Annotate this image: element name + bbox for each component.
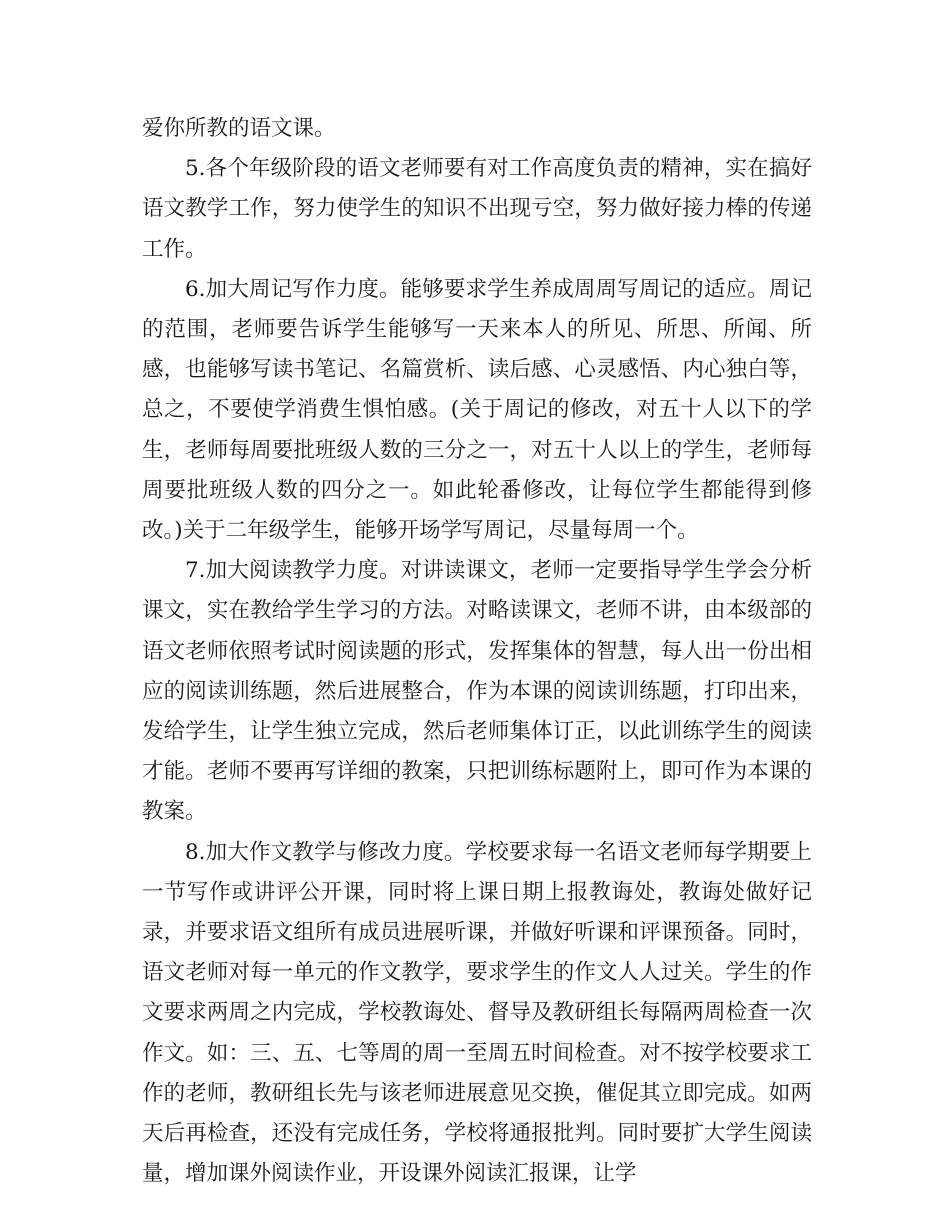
paragraph-item-6: 6.加大周记写作力度。能够要求学生养成周周写周记的适应。周记的范围，老师要告诉学生能够写一天来本人的所见、所思、所闻、所感，也能够写读书笔记、名篇赏析、读后感、心灵感悟、内心独白等，总之，不要使学消费生惧怕感。(关于周记的修改，对五十人以下的学生，老师每周要批班级人数的三分之一，对五十人以上的学生，老师每周要批班级人数的四分之一。如此轮番修改，让每位学生都能得到修改。)关于二年级学生，能够开场学写周记，尽量每周一个。 (142, 276, 812, 544)
paragraph-item-8: 8.加大作文教学与修改力度。学校要求每一名语文老师每学期要上一节写作或讲评公开课，同时将上课日期上报教诲处，教诲处做好记录，并要求语文组所有成员进展听课，并做好听课和评课预备。同时，语文老师对每一单元的作文教学，要求学生的作文人人过关。学生的作文要求两周之内完成，学校教诲处、督导及教研组长每隔两周检查一次作文。如：三、五、七等周的周一至周五时间检查。对不按学校要求工作的老师，教研组长先与该老师进展意见交换，催促其立即完成。如两天后再检查，还没有完成任务，学校将通报批判。同时要扩大学生阅读量，增加课外阅读作业，开设课外阅读汇报课，让学 (142, 839, 812, 1187)
paragraph-item-5: 5.各个年级阶段的语文老师要有对工作高度负责的精神，实在搞好语文教学工作，努力使学生的知识不出现亏空，努力做好接力棒的传递工作。 (142, 156, 812, 262)
paragraph-continuation: 爱你所教的语文课。 (142, 116, 336, 141)
paragraph-item-7: 7.加大阅读教学力度。对讲读课文，老师一定要指导学生学会分析课文，实在教给学生学习的方法。对略读课文，老师不讲，由本级部的语文老师依照考试时阅读题的形式，发挥集体的智慧，每人出一份出相应的阅读训练题，然后进展整合，作为本课的阅读训练题，打印出来，发给学生，让学生独立完成，然后老师集体订正，以此训练学生的阅读才能。老师不要再写详细的教案，只把训练标题附上，即可作为本课的教案。 (142, 558, 812, 825)
document-page (142, 109, 812, 1194)
